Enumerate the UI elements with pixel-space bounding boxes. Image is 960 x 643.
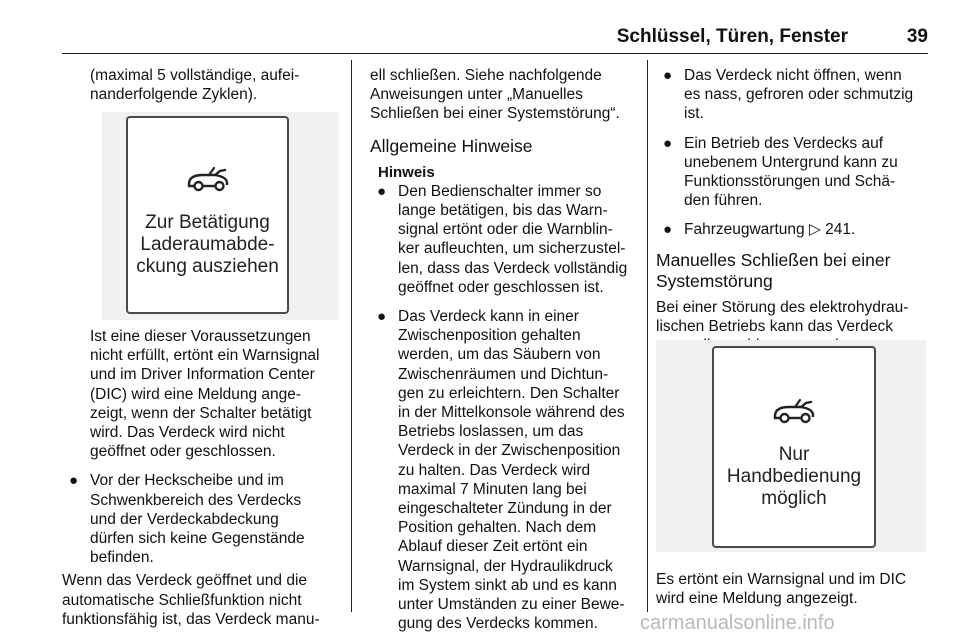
- convertible-car-icon: [185, 162, 231, 192]
- column-3-lower: [656, 570, 928, 608]
- bullet-item: ● Vor der Heckscheibe und im Schwenkbereich des Verdecks und der Verdeckabdeckung dürfen sich keine Gegenstände befinden.: [69, 472, 305, 567]
- page-header: [0, 16, 960, 54]
- paragraph-malfunction: Bei einer Störung des elektrohydrau- lischen Betriebs kann das Verdeck: [656, 298, 909, 335]
- bullet-item: ● Den Bedienschalter immer so lange betätigen, bis das Warn- signal ertönt oder die Warnblin- ker aufleuchten, um sicherzustel- len, dass das Verdeck vollständig geöffnet oder geschlossen ist.: [377, 182, 628, 296]
- section-heading-manual: Manuelles Schließen bei einer Systemstörung: [656, 249, 891, 291]
- section-heading-general: Allgemeine Hinweise: [370, 135, 533, 156]
- watermark: carmanualsonline.info: [640, 612, 835, 634]
- column-1-lower: [62, 327, 344, 629]
- display-illustration-2: [656, 340, 926, 552]
- bullet-item: ● Ein Betrieb des Verdecks auf unebenem Untergrund kann zu Funktionsstörungen und Schä- den führen.: [663, 134, 898, 210]
- column-1: [62, 66, 344, 104]
- page-number: 39: [906, 26, 928, 47]
- column-divider-2: [647, 60, 648, 612]
- column-3: [656, 66, 928, 355]
- bullet-item: ● Fahrzeugwartung ▷ 241.: [663, 221, 856, 239]
- display-illustration-1: [102, 112, 339, 320]
- convertible-car-icon: [771, 394, 817, 424]
- paragraph-warning: Es ertönt ein Warnsignal und im DIC wird eine Meldung angezeigt.: [656, 571, 907, 608]
- paragraph-continuation: ell schließen. Siehe nachfolgende Anweisungen unter „Manuelles Schließen bei einer Systemstörung“.: [370, 67, 620, 123]
- display-screen-2: [712, 346, 876, 548]
- column-2: [370, 66, 642, 643]
- bullet-item: ● Das Verdeck kann in einer Zwischenposition gehalten werden, um das Säubern von Zwischenräumen und Dichtun- gen zu erleichtern. Den Schalter in der Mittelkonsole während des Betriebs loslassen, um das Verdeck in der Zwischenposition zu halten. Das Verdeck wird maximal 7 Minuten lang bei eingeschalteter Zündung in der Position gehalten. Nach dem Ablauf dieser Zeit ertönt ein Warnsignal, der Hydraulikdruck im System sinkt ab und es kann unter Umständen zu einer Bewe- gung des Verdecks kommen.: [377, 308, 625, 633]
- display-message-1: Zur Betätigung Laderaumabde- ckung ausziehen: [136, 212, 279, 277]
- intro-text: (maximal 5 vollständige, aufei- nanderfolgende Zyklen).: [90, 67, 300, 104]
- column-divider-1: [351, 60, 352, 612]
- note-label: Hinweis: [378, 163, 435, 181]
- display-screen-1: [126, 116, 289, 314]
- page-title: Schlüssel, Türen, Fenster: [616, 26, 848, 47]
- display-message-2: Nur Handbedienung möglich: [726, 444, 862, 509]
- paragraph-conditions: Ist eine dieser Voraussetzungen nicht erfüllt, ertönt ein Warnsignal und im Driver Information Center (DIC) wird eine Meldung ange- zeigt, wenn der Schalter betätigt wird. Das Verdeck wird nicht geöffnet oder geschlossen.: [90, 328, 320, 461]
- page-reference-link[interactable]: 241.: [825, 221, 856, 239]
- header-rule: [62, 53, 928, 54]
- page-reference-icon: ▷: [808, 221, 821, 239]
- paragraph-manual-close: Wenn das Verdeck geöffnet und die automatische Schließfunktion nicht funktionsfähig ist, das Verdeck manu-: [62, 572, 320, 628]
- bullet-item: ● Das Verdeck nicht öffnen, wenn es nass, gefroren oder schmutzig ist.: [663, 67, 914, 123]
